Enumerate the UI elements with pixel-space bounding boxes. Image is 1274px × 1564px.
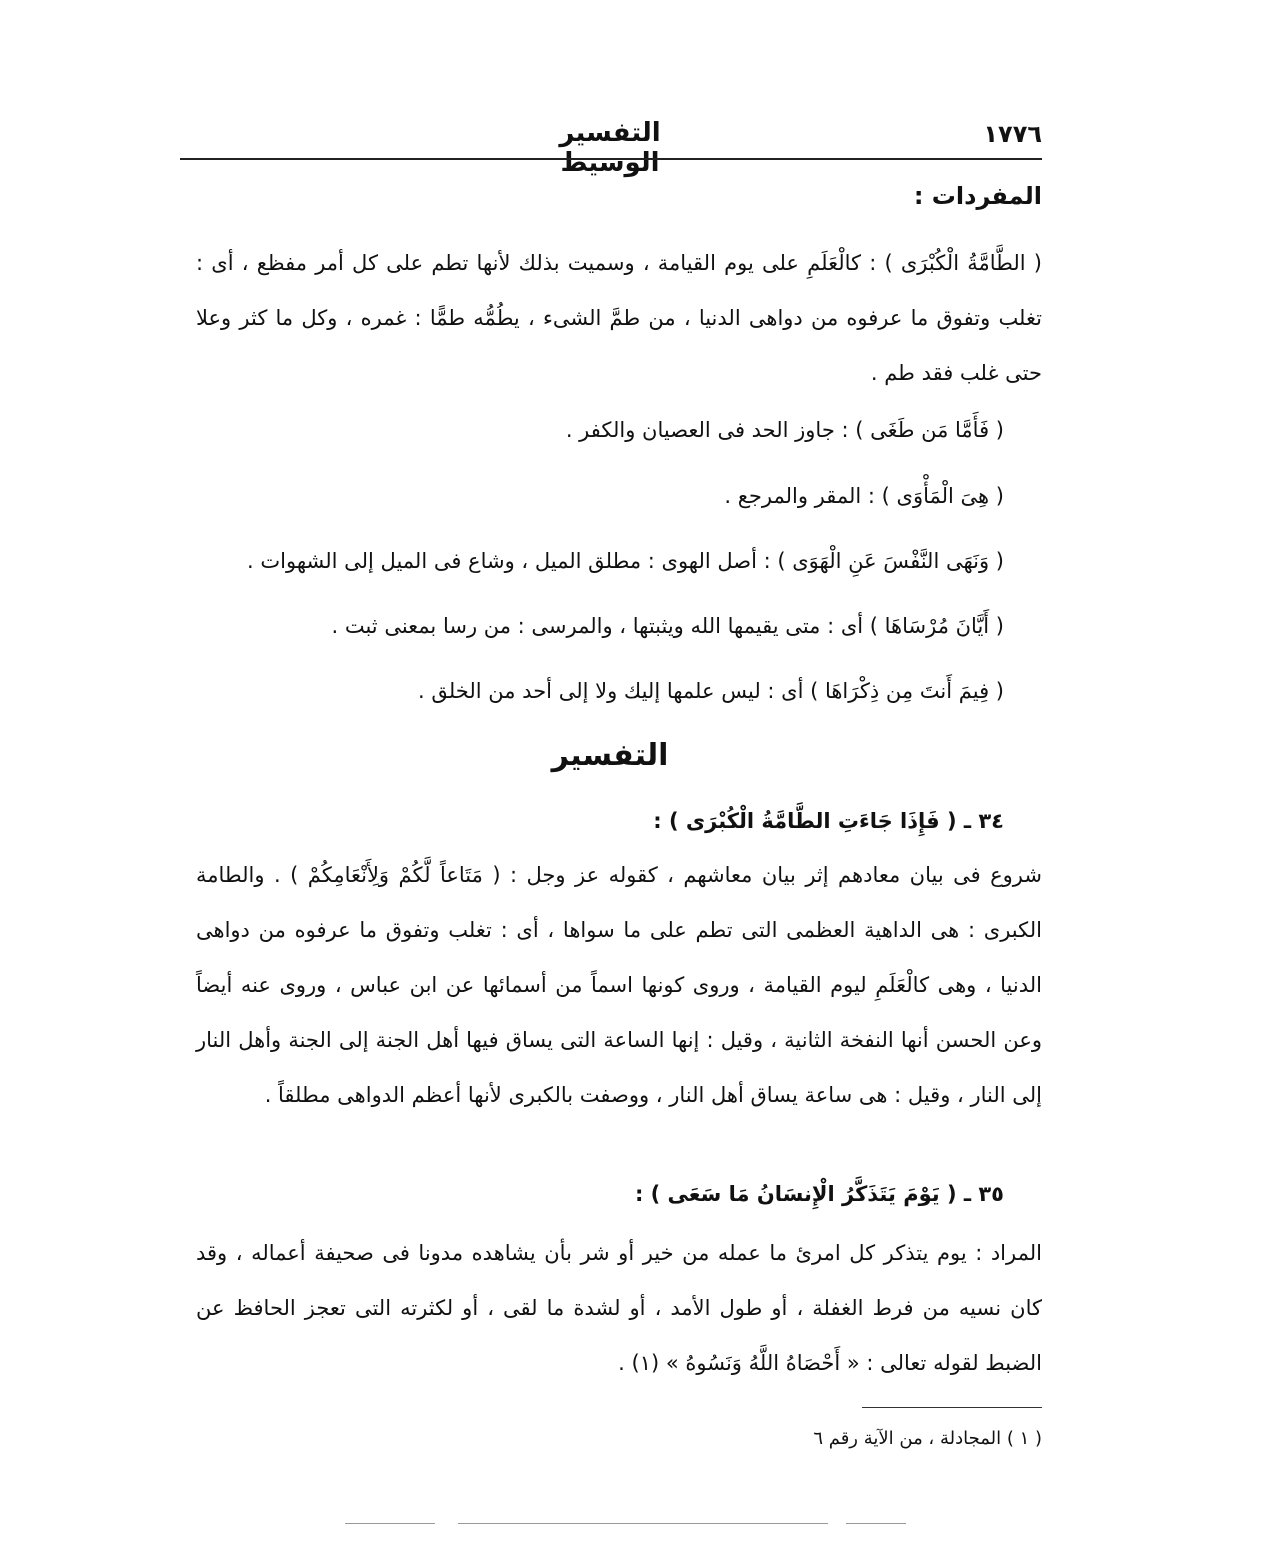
- verse-34-commentary: [196, 848, 1042, 1178]
- text-line: شروع فى بيان معادهم إثر بيان معاشهم ، كقوله عز وجل : ( مَتَاعاً لَّكُمْ وَلِأَنْعَامِكُمْ ) .: [273, 863, 1042, 887]
- header-rule: [180, 158, 1042, 160]
- text-line: أعماله ، وقد كان نسيه من فرط الغفلة ، أو طول الأمد ، أو لشدة ما لقى ، أو لكثرته التى: [196, 1241, 1042, 1320]
- text-line: تعجز الحافظ عن الضبط لقوله تعالى : « أَحْصَاهُ اللَّهُ وَنَسُوهُ » (١) .: [196, 1296, 1042, 1375]
- verse-35-commentary: [196, 1226, 1042, 1391]
- vocabulary-entry: ( فِيمَ أَنتَ مِن ذِكْرَاهَا ) أى : ليس علمها إليك ولا إلى أحد من الخلق .: [417, 679, 1004, 703]
- vocabulary-entry: ( فَأَمَّا مَن طَغَى ) : جاوز الحد فى العصيان والكفر .: [565, 418, 1004, 442]
- text-line: ( الطَّامَّةُ الْكُبْرَى ) : كالْعَلَمِ على يوم القيامة ، وسميت بذلك لأنها تطم على كل أمر: [315, 251, 1042, 275]
- tafsir-heading: التفسير: [551, 738, 669, 773]
- footnote: ( ١ ) المجادلة ، من الآية رقم ٦: [813, 1428, 1042, 1449]
- text-line: مفظع ، أى : تغلب وتفوق ما عرفوه من دواهى الدنيا ، من طمَّ الشىء ، يطُمُّه طمًّا : غمره ،: [196, 251, 1042, 330]
- text-line: وروى عنه أيضاً وعن الحسن أنها النفخة الثانية ، وقيل : إنها الساعة التى يساق فيها أهل: [196, 973, 1042, 1052]
- running-header: [180, 112, 1042, 178]
- vocabulary-heading: المفردات :: [913, 182, 1042, 210]
- text-line: المراد : يوم يتذكر كل امرئ ما عمله من خير أو شر بأن يشاهده مدونا فى صحيفة: [314, 1241, 1042, 1265]
- page-number: ١٧٧٦: [983, 120, 1042, 148]
- verse-35-heading: ٣٥ ـ ( يَوْمَ يَتَذَكَّرُ الْإِنسَانُ مَا سَعَى ) :: [634, 1182, 1004, 1206]
- text-line: من دواهى الدنيا ، وهى كالْعَلَمِ ليوم القيامة ، وروى كونها اسماً من أسمائها عن ابن عباس ،: [196, 918, 1042, 997]
- scan-artifact-line: [846, 1523, 906, 1524]
- footnote-rule: [862, 1407, 1042, 1408]
- text-line: والطامة الكبرى : هى الداهية العظمى التى تطم على ما سواها ، أى : تغلب وتفوق ما عرفوه: [196, 863, 1042, 942]
- vocabulary-entry: ( أَيَّانَ مُرْسَاهَا ) أى : متى يقيمها الله ويثبتها ، والمرسى : من رسا بمعنى ثبت .: [331, 614, 1004, 638]
- vocabulary-entry: ( هِىَ الْمَأْوَى ) : المقر والمرجع .: [724, 484, 1004, 508]
- vocabulary-entry: ( وَنَهَى النَّفْسَ عَنِ الْهَوَى ) : أصل الهوى : مطلق الميل ، وشاع فى الميل إلى الشهوات .: [247, 549, 1004, 573]
- scan-artifact-line: [458, 1523, 828, 1524]
- text-line: الجنة إلى الجنة وأهل النار إلى النار ، وقيل : هى ساعة يساق أهل النار ، ووصفت بالكبرى: [196, 1028, 1042, 1107]
- book-title: التفسير الوسيط: [559, 118, 661, 178]
- scan-artifact-line: [345, 1523, 435, 1524]
- text-line: لأنها أعظم الدواهى مطلقاً .: [264, 1083, 502, 1107]
- vocabulary-first-entry: [196, 236, 1042, 401]
- verse-34-heading: ٣٤ ـ ( فَإِذَا جَاءَتِ الطَّامَّةُ الْكُبْرَى ) :: [653, 809, 1004, 833]
- text-line: وكل ما كثر وعلا حتى غلب فقد طم .: [196, 306, 1042, 385]
